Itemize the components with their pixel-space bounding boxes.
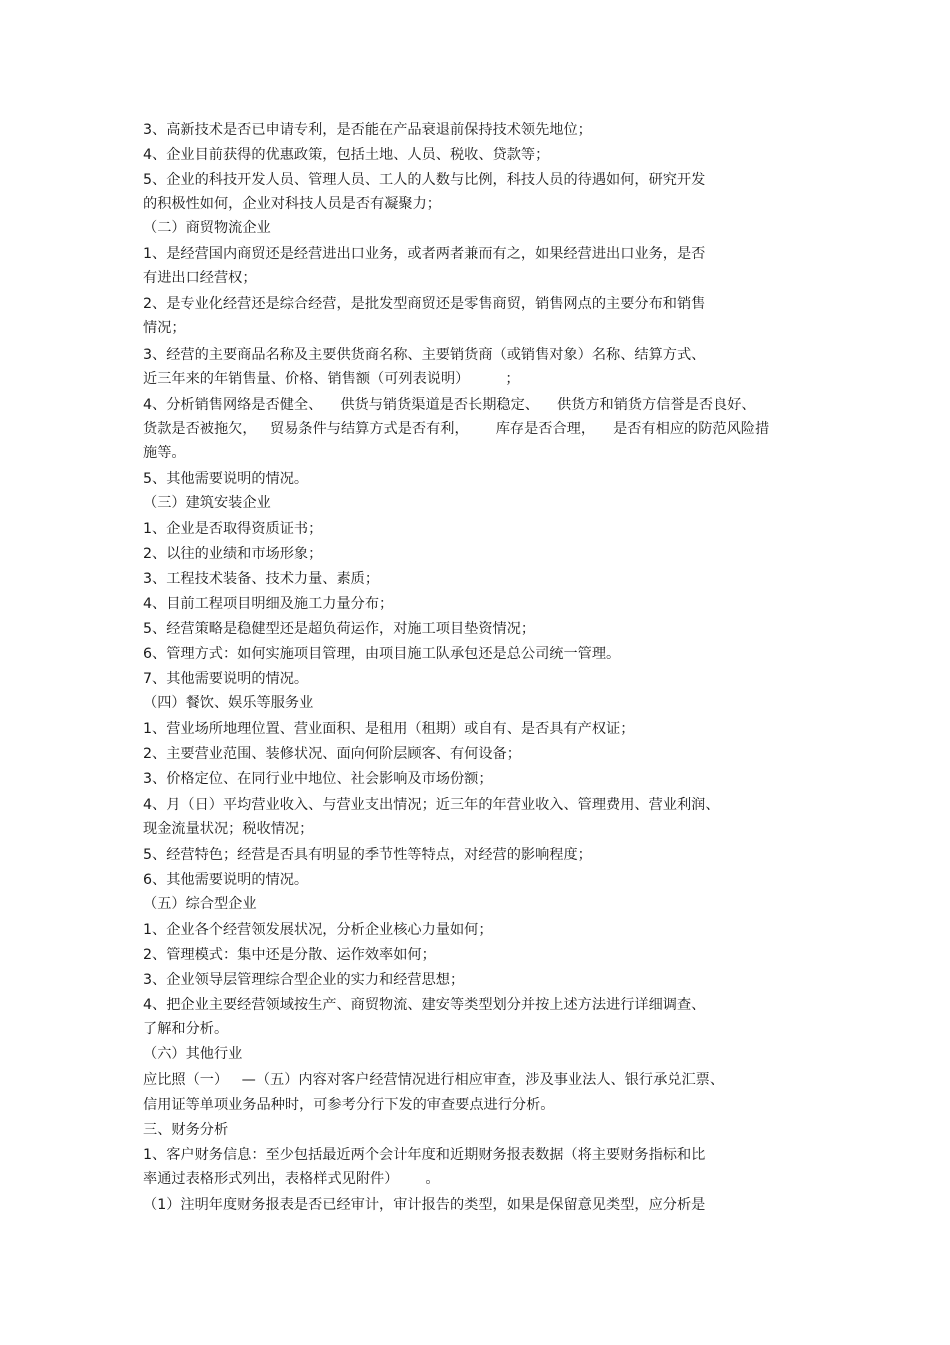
text-line: 1、企业是否取得资质证书； bbox=[143, 521, 323, 537]
text-line: 5、企业的科技开发人员、管理人员、工人的人数与比例，科技人员的待遇如何，研究开发 bbox=[143, 172, 706, 188]
text-line: 4、企业目前获得的优惠政策，包括土地、人员、税收、贷款等； bbox=[143, 147, 550, 163]
text-line: 2、是专业化经营还是综合经营，是批发型商贸还是零售商贸，销售网点的主要分布和销售 bbox=[143, 296, 706, 312]
text-line: 7、其他需要说明的情况。 bbox=[143, 671, 309, 687]
text-line: 3、经营的主要商品名称及主要供货商名称、主要销货商（或销售对象）名称、结算方式、 bbox=[143, 347, 706, 363]
text-line: 信用证等单项业务品种时，可参考分行下发的审查要点进行分析。 bbox=[143, 1097, 555, 1113]
text-line: 4、月（日）平均营业收入、与营业支出情况；近三年的年营业收入、管理费用、营业利润、 bbox=[143, 797, 720, 813]
text-line: 1、企业各个经营领发展状况，分析企业核心力量如何； bbox=[143, 922, 493, 938]
text-line: 4、分析销售网络是否健全、 供货与销货渠道是否长期稳定、 供货方和销货方信誉是否良好、 bbox=[143, 397, 756, 413]
text-line: 2、以往的业绩和市场形象； bbox=[143, 546, 323, 562]
text-line: 3、企业领导层管理综合型企业的实力和经营思想； bbox=[143, 972, 465, 988]
text-line: 1、营业场所地理位置、营业面积、是租用（租期）或自有、是否具有产权证； bbox=[143, 721, 635, 737]
section-heading: 三、财务分析 bbox=[143, 1122, 229, 1138]
text-line: 情况； bbox=[143, 320, 186, 336]
text-line: 5、经营特色；经营是否具有明显的季节性等特点，对经营的影响程度； bbox=[143, 847, 592, 863]
text-line: 现金流量状况；税收情况； bbox=[143, 821, 314, 837]
text-line: 1、是经营国内商贸还是经营进出口业务，或者两者兼而有之，如果经营进出口业务，是否 bbox=[143, 246, 706, 262]
text-line: 5、经营策略是稳健型还是超负荷运作，对施工项目垫资情况； bbox=[143, 621, 536, 637]
text-line: 2、主要营业范围、装修状况、面向何阶层顾客、有何设备； bbox=[143, 746, 521, 762]
text-line: 2、管理模式：集中还是分散、运作效率如何； bbox=[143, 947, 436, 963]
text-line: 6、其他需要说明的情况。 bbox=[143, 872, 309, 888]
section-heading: （六）其他行业 bbox=[143, 1046, 243, 1062]
text-line: 3、价格定位、在同行业中地位、社会影响及市场份额； bbox=[143, 771, 493, 787]
text-line: 近三年来的年销售量、价格、销售额（可列表说明） ； bbox=[143, 371, 520, 387]
section-heading: （五）综合型企业 bbox=[143, 896, 257, 912]
text-line: 6、管理方式：如何实施项目管理，由项目施工队承包还是总公司统一管理。 bbox=[143, 646, 621, 662]
section-heading: （四）餐饮、娱乐等服务业 bbox=[143, 695, 314, 711]
text-line: （1）注明年度财务报表是否已经审计，审计报告的类型，如果是保留意见类型，应分析是 bbox=[143, 1197, 706, 1213]
text-line: 应比照（一） —（五）内容对客户经营情况进行相应审查，涉及事业法人、银行承兑汇票、 bbox=[143, 1072, 725, 1088]
text-line: 了解和分析。 bbox=[143, 1021, 229, 1037]
text-line: 1、客户财务信息：至少包括最近两个会计年度和近期财务报表数据（将主要财务指标和比 bbox=[143, 1147, 706, 1163]
text-line: 3、工程技术装备、技术力量、素质； bbox=[143, 571, 380, 587]
text-line: 4、把企业主要经营领域按生产、商贸物流、建安等类型划分并按上述方法进行详细调查、 bbox=[143, 997, 706, 1013]
text-line: 5、其他需要说明的情况。 bbox=[143, 471, 309, 487]
text-line: 率通过表格形式列出，表格样式见附件） 。 bbox=[143, 1171, 440, 1187]
text-line: 的积极性如何，企业对科技人员是否有凝聚力； bbox=[143, 196, 441, 212]
section-heading: （三）建筑安装企业 bbox=[143, 495, 271, 511]
section-heading: （二）商贸物流企业 bbox=[143, 220, 271, 236]
text-line: 4、目前工程项目明细及施工力量分布； bbox=[143, 596, 394, 612]
text-line: 施等。 bbox=[143, 445, 186, 461]
text-line: 货款是否被拖欠， 贸易条件与结算方式是否有利， 库存是否合理， 是否有相应的防范风险措 bbox=[143, 421, 770, 437]
text-line: 3、高新技术是否已申请专利，是否能在产品衰退前保持技术领先地位； bbox=[143, 122, 592, 138]
text-line: 有进出口经营权； bbox=[143, 270, 257, 286]
